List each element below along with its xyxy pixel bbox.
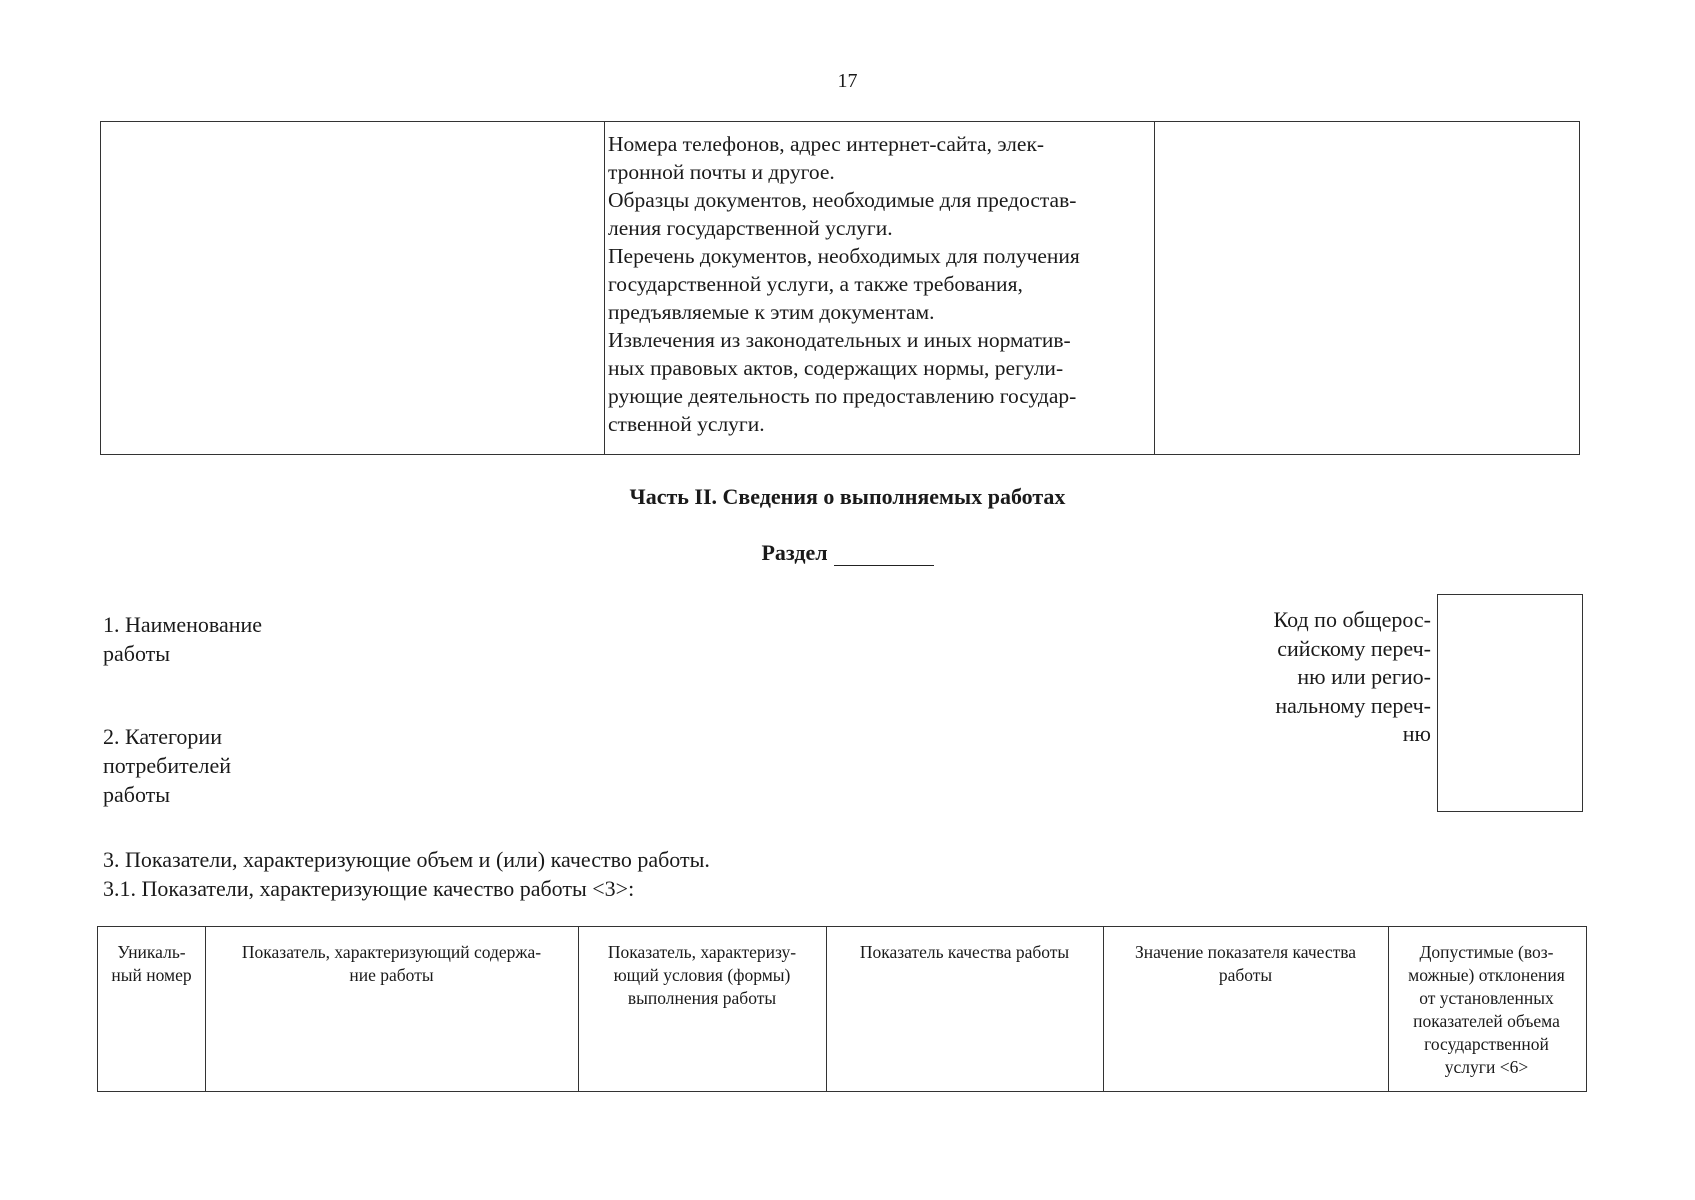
header-line: выполнения работы	[627, 988, 777, 1008]
header-line: Уникаль-	[117, 942, 186, 962]
code-label-line: нальному переч-	[1275, 692, 1431, 718]
part-title: Часть II. Сведения о выполняемых работах	[629, 484, 1066, 509]
code-box	[1437, 594, 1583, 812]
quality-indicators-table	[97, 926, 1587, 1092]
consumer-category-label: потребителей	[103, 753, 231, 778]
work-name-field	[103, 610, 303, 668]
code-label-line: Код по общерос-	[1273, 607, 1431, 632]
consumer-category-label: 2. Категории	[103, 724, 222, 749]
page-number: 17	[837, 70, 858, 92]
header-line: работы	[1218, 965, 1273, 985]
info-line: рующие деятельность по предоставлению государ-	[608, 384, 1077, 408]
indicators-line: 3.1. Показатели, характеризующие качество работы <3>:	[103, 876, 635, 901]
top-table-info-cell	[608, 130, 1153, 438]
consumer-category-label: работы	[103, 782, 171, 807]
header-allowed-deviations	[1388, 941, 1585, 1079]
consumer-category-field	[103, 722, 303, 809]
header-line: государственной	[1424, 1034, 1549, 1054]
header-content-indicator	[205, 941, 578, 987]
header-quality-indicator	[826, 941, 1103, 964]
header-line: Показатель, характеризу-	[607, 942, 797, 962]
info-line: Извлечения из законодательных и иных норматив-	[608, 328, 1071, 352]
header-line: Показатель, характеризующий содержа-	[241, 942, 542, 962]
table-column-divider	[604, 122, 605, 454]
indicators-heading	[103, 845, 710, 903]
info-line: государственной услуги, а также требования,	[608, 272, 1023, 296]
header-quality-value	[1103, 941, 1388, 987]
header-line: ный номер	[111, 965, 192, 985]
info-line: Перечень документов, необходимых для получения	[608, 244, 1080, 268]
code-label-line: ню или регио-	[1297, 664, 1431, 689]
code-label-line: ню	[1402, 721, 1431, 746]
info-line: предъявляемые к этим документам.	[608, 300, 935, 324]
indicators-line: 3. Показатели, характеризующие объем и (или) качество работы.	[103, 847, 710, 872]
info-line: ных правовых актов, содержащих нормы, регули-	[608, 356, 1064, 380]
header-line: можные) отклонения	[1408, 965, 1565, 985]
work-name-label: 1. Наименование	[103, 612, 263, 637]
header-unique-number	[98, 941, 205, 987]
header-line: показателей объема	[1413, 1011, 1560, 1031]
top-table	[100, 121, 1580, 455]
header-conditions-indicator	[578, 941, 826, 1010]
section-title	[0, 540, 1695, 566]
header-line: ющий условия (формы)	[613, 965, 791, 985]
table-column-divider	[1154, 122, 1155, 454]
code-label-line: сийскому переч-	[1277, 635, 1431, 661]
info-line: ления государственной услуги.	[608, 216, 893, 240]
header-line: Показатель качества работы	[859, 942, 1070, 962]
info-line: Номера телефонов, адрес интернет-сайта, элек-	[608, 132, 1045, 156]
header-line: от установленных	[1419, 988, 1554, 1008]
code-label	[1245, 606, 1431, 749]
header-line: Значение показателя качества	[1134, 942, 1357, 962]
header-line: Допустимые (воз-	[1419, 942, 1554, 962]
section-number-blank	[834, 543, 934, 566]
header-line: услуги <6>	[1444, 1057, 1529, 1077]
work-name-label: работы	[103, 641, 171, 666]
info-line: ственной услуги.	[608, 412, 765, 436]
section-label: Раздел	[761, 540, 828, 565]
header-line: ние работы	[349, 965, 434, 985]
info-line: Образцы документов, необходимые для предостав-	[608, 188, 1077, 212]
info-line: тронной почты и другое.	[608, 160, 835, 184]
